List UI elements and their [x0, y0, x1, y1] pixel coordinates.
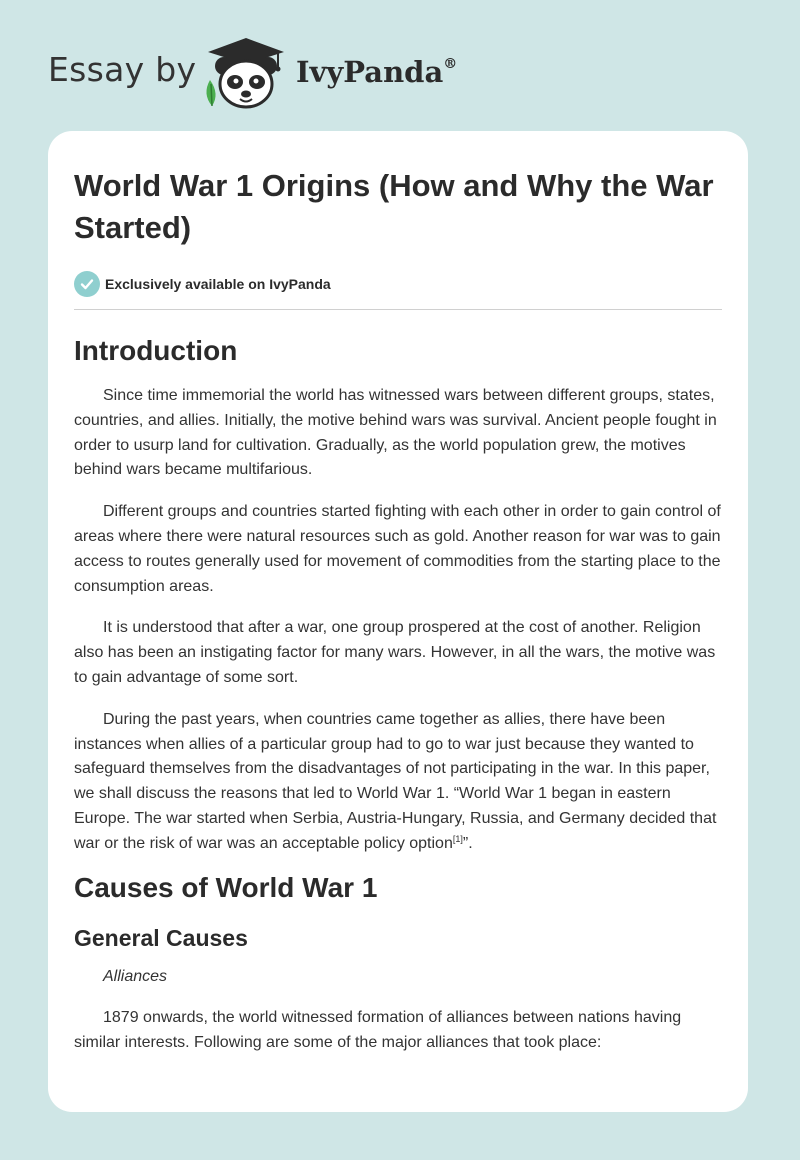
check-icon: [74, 271, 100, 297]
essay-by-label: Essay by: [48, 50, 197, 89]
exclusive-label: Exclusively available on IvyPanda: [105, 276, 331, 292]
intro-paragraph-4-text: During the past years, when countries came together as allies, there have been instances when allies of a particular group had to go to war just because they wanted to safeguard themselves from the disadvantages of not participating in the war. In this paper, we shall discuss the reasons that led to World War 1. “World War 1 began in eastern Europe. The war started when Serbia, Austria-Hungary, Russia, and Germany decided that war or the risk of war was an acceptable policy option: [74, 710, 717, 852]
intro-paragraph-2: Different groups and countries started fighting with each other in order to gain control of areas where there were natural resources such as gold. Another reason for war was to gain access to routes generally used for movement of commodities from the starting place to the consumption areas.: [74, 503, 721, 595]
closing-quote: ”.: [462, 834, 473, 852]
brand-name: IvyPanda: [296, 55, 444, 89]
intro-paragraph-3: It is understood that after a war, one group prospered at the cost of another. Religion also has been an instigating factor for many wars. However, in all the wars, the motive was to gain advantage of some sort.: [74, 619, 716, 686]
footnote-ref-1[interactable]: [1]: [452, 833, 463, 844]
page-title: World War 1 Origins (How and Why the War Started): [74, 168, 714, 245]
introduction-heading: Introduction: [74, 335, 238, 366]
divider: [74, 309, 722, 310]
exclusive-badge: [74, 271, 722, 297]
site-header: [0, 0, 800, 130]
general-causes-heading: General Causes: [74, 924, 248, 951]
article-card: [48, 131, 748, 1112]
intro-paragraph-1: Since time immemorial the world has witnessed wars between different groups, states, countries, and allies. Initially, the motive behind wars was survival. Ancient people fought in order to usurp land for cultivation. Gradually, as the world population grew, the motives behind wars became multifarious.: [74, 387, 717, 479]
alliances-label: Alliances: [103, 967, 168, 985]
registered-mark: ®: [443, 56, 458, 72]
intro-paragraph-4: [74, 708, 722, 857]
brand-logo[interactable]: [296, 55, 457, 89]
alliances-paragraph: 1879 onwards, the world witnessed formation of alliances between nations having similar interests. Following are some of the major alliances that took place:: [74, 1009, 682, 1052]
causes-heading: Causes of World War 1: [74, 871, 378, 903]
panda-graduate-icon[interactable]: [200, 36, 292, 110]
